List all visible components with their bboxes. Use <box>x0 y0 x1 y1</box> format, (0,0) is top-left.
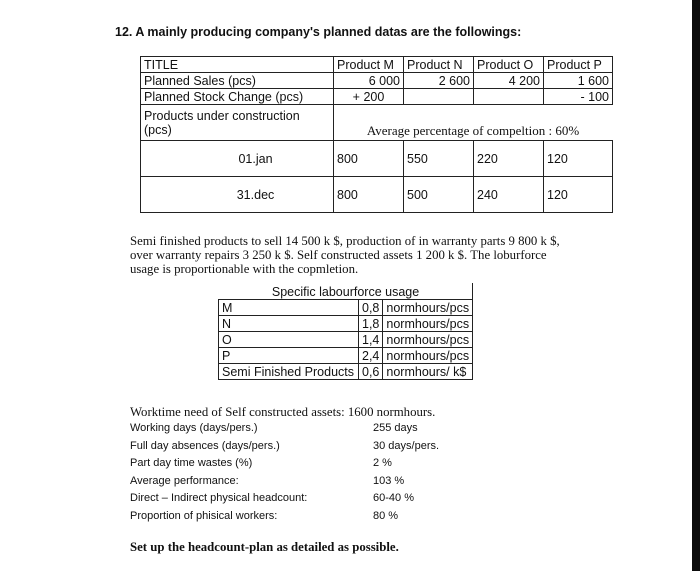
jan-row <box>141 141 613 177</box>
row-label <box>141 105 334 141</box>
labourforce-row <box>219 348 473 364</box>
row-label-line1: Products under construction <box>144 108 300 123</box>
item-value: 103 % <box>373 474 405 487</box>
cell-value: 120 <box>544 177 613 213</box>
cell-value: 4 200 <box>474 73 544 89</box>
cell-value: 800 <box>334 141 404 177</box>
row-label-line2: (pcs) <box>144 122 172 137</box>
header-product-p: Product P <box>544 57 613 73</box>
item-label: Proportion of phisical workers: <box>130 509 278 522</box>
item-label: Part day time wastes (%) <box>130 457 253 470</box>
item-value: 60-40 % <box>373 492 414 505</box>
cell-value: 800 <box>334 177 404 213</box>
problem-title: 12. A mainly producing company's planned datas are the followings: <box>115 25 522 39</box>
product-label: N <box>219 316 359 332</box>
item-value: 255 days <box>373 422 418 434</box>
row-label: Planned Sales (pcs) <box>141 73 334 89</box>
cell-value: 550 <box>404 141 474 177</box>
date-label: 01.jan <box>141 141 334 177</box>
norm-value: 0,8 <box>359 300 383 316</box>
labourforce-row <box>219 364 473 380</box>
paragraph-line: usage is proportionable with the copmletion. <box>130 262 359 276</box>
cell-value: 500 <box>404 177 474 213</box>
labourforce-header: Specific labourforce usage <box>219 284 473 300</box>
worktime-item <box>130 457 510 475</box>
norm-unit: normhours/pcs <box>383 332 473 348</box>
product-label: O <box>219 332 359 348</box>
labourforce-row <box>219 300 473 316</box>
labourforce-row <box>219 332 473 348</box>
cell-value <box>404 89 474 105</box>
item-value: 30 days/pers. <box>373 439 440 452</box>
table-header-row <box>141 57 613 73</box>
right-edge-bar <box>692 0 700 571</box>
cell-value: 1 600 <box>544 73 613 89</box>
stock-change-row <box>141 89 613 105</box>
completion-note: Average percentage of compeltion : 60% <box>334 105 613 141</box>
norm-value: 1,8 <box>359 316 383 332</box>
labourforce-row <box>219 316 473 332</box>
norm-value: 2,4 <box>359 348 383 364</box>
labourforce-table <box>218 283 473 380</box>
row-label: Planned Stock Change (pcs) <box>141 89 334 105</box>
header-title: TITLE <box>141 57 334 73</box>
item-label: Direct – Indirect physical headcount: <box>130 492 308 505</box>
header-product-o: Product O <box>474 57 544 73</box>
worktime-item <box>130 475 510 493</box>
product-label: M <box>219 300 359 316</box>
planned-sales-row <box>141 73 613 89</box>
norm-value: 1,4 <box>359 332 383 348</box>
item-label: Working days (days/pers.) <box>130 422 258 434</box>
item-value: 80 % <box>373 509 399 522</box>
description-paragraph <box>130 234 635 276</box>
cell-value: - 100 <box>544 89 613 105</box>
cell-value: 6 000 <box>334 73 404 89</box>
worktime-item <box>130 510 510 528</box>
paragraph-line: Semi finished products to sell 14 500 k $, production of in warranty parts 9 800 k $, <box>130 234 560 248</box>
item-label: Full day absences (days/pers.) <box>130 439 280 452</box>
cell-value: 220 <box>474 141 544 177</box>
worktime-item <box>130 492 510 510</box>
norm-unit: normhours/pcs <box>383 316 473 332</box>
cell-value: 120 <box>544 141 613 177</box>
under-construction-row <box>141 105 613 141</box>
product-label: Semi Finished Products <box>219 364 359 380</box>
header-product-n: Product N <box>404 57 474 73</box>
header-product-m: Product M <box>334 57 404 73</box>
worktime-section <box>130 405 510 528</box>
planned-data-table <box>140 56 613 213</box>
final-task: Set up the headcount-plan as detailed as possible. <box>130 540 399 554</box>
norm-value: 0,6 <box>359 364 383 380</box>
cell-value: + 200 <box>334 89 404 105</box>
worktime-item <box>130 422 510 440</box>
worktime-item <box>130 440 510 458</box>
worktime-heading: Worktime need of Self constructed assets: 1600 normhours. <box>130 405 436 419</box>
norm-unit: normhours/pcs <box>383 300 473 316</box>
cell-value: 240 <box>474 177 544 213</box>
item-value: 2 % <box>373 457 392 470</box>
cell-value <box>474 89 544 105</box>
date-label: 31.dec <box>141 177 334 213</box>
norm-unit: normhours/ k$ <box>383 364 473 380</box>
labourforce-header-row <box>219 284 473 300</box>
product-label: P <box>219 348 359 364</box>
norm-unit: normhours/pcs <box>383 348 473 364</box>
paragraph-line: over warranty repairs 3 250 k $. Self constructed assets 1 200 k $. The loburforce <box>130 248 547 262</box>
item-label: Average performance: <box>130 474 239 487</box>
dec-row <box>141 177 613 213</box>
cell-value: 2 600 <box>404 73 474 89</box>
